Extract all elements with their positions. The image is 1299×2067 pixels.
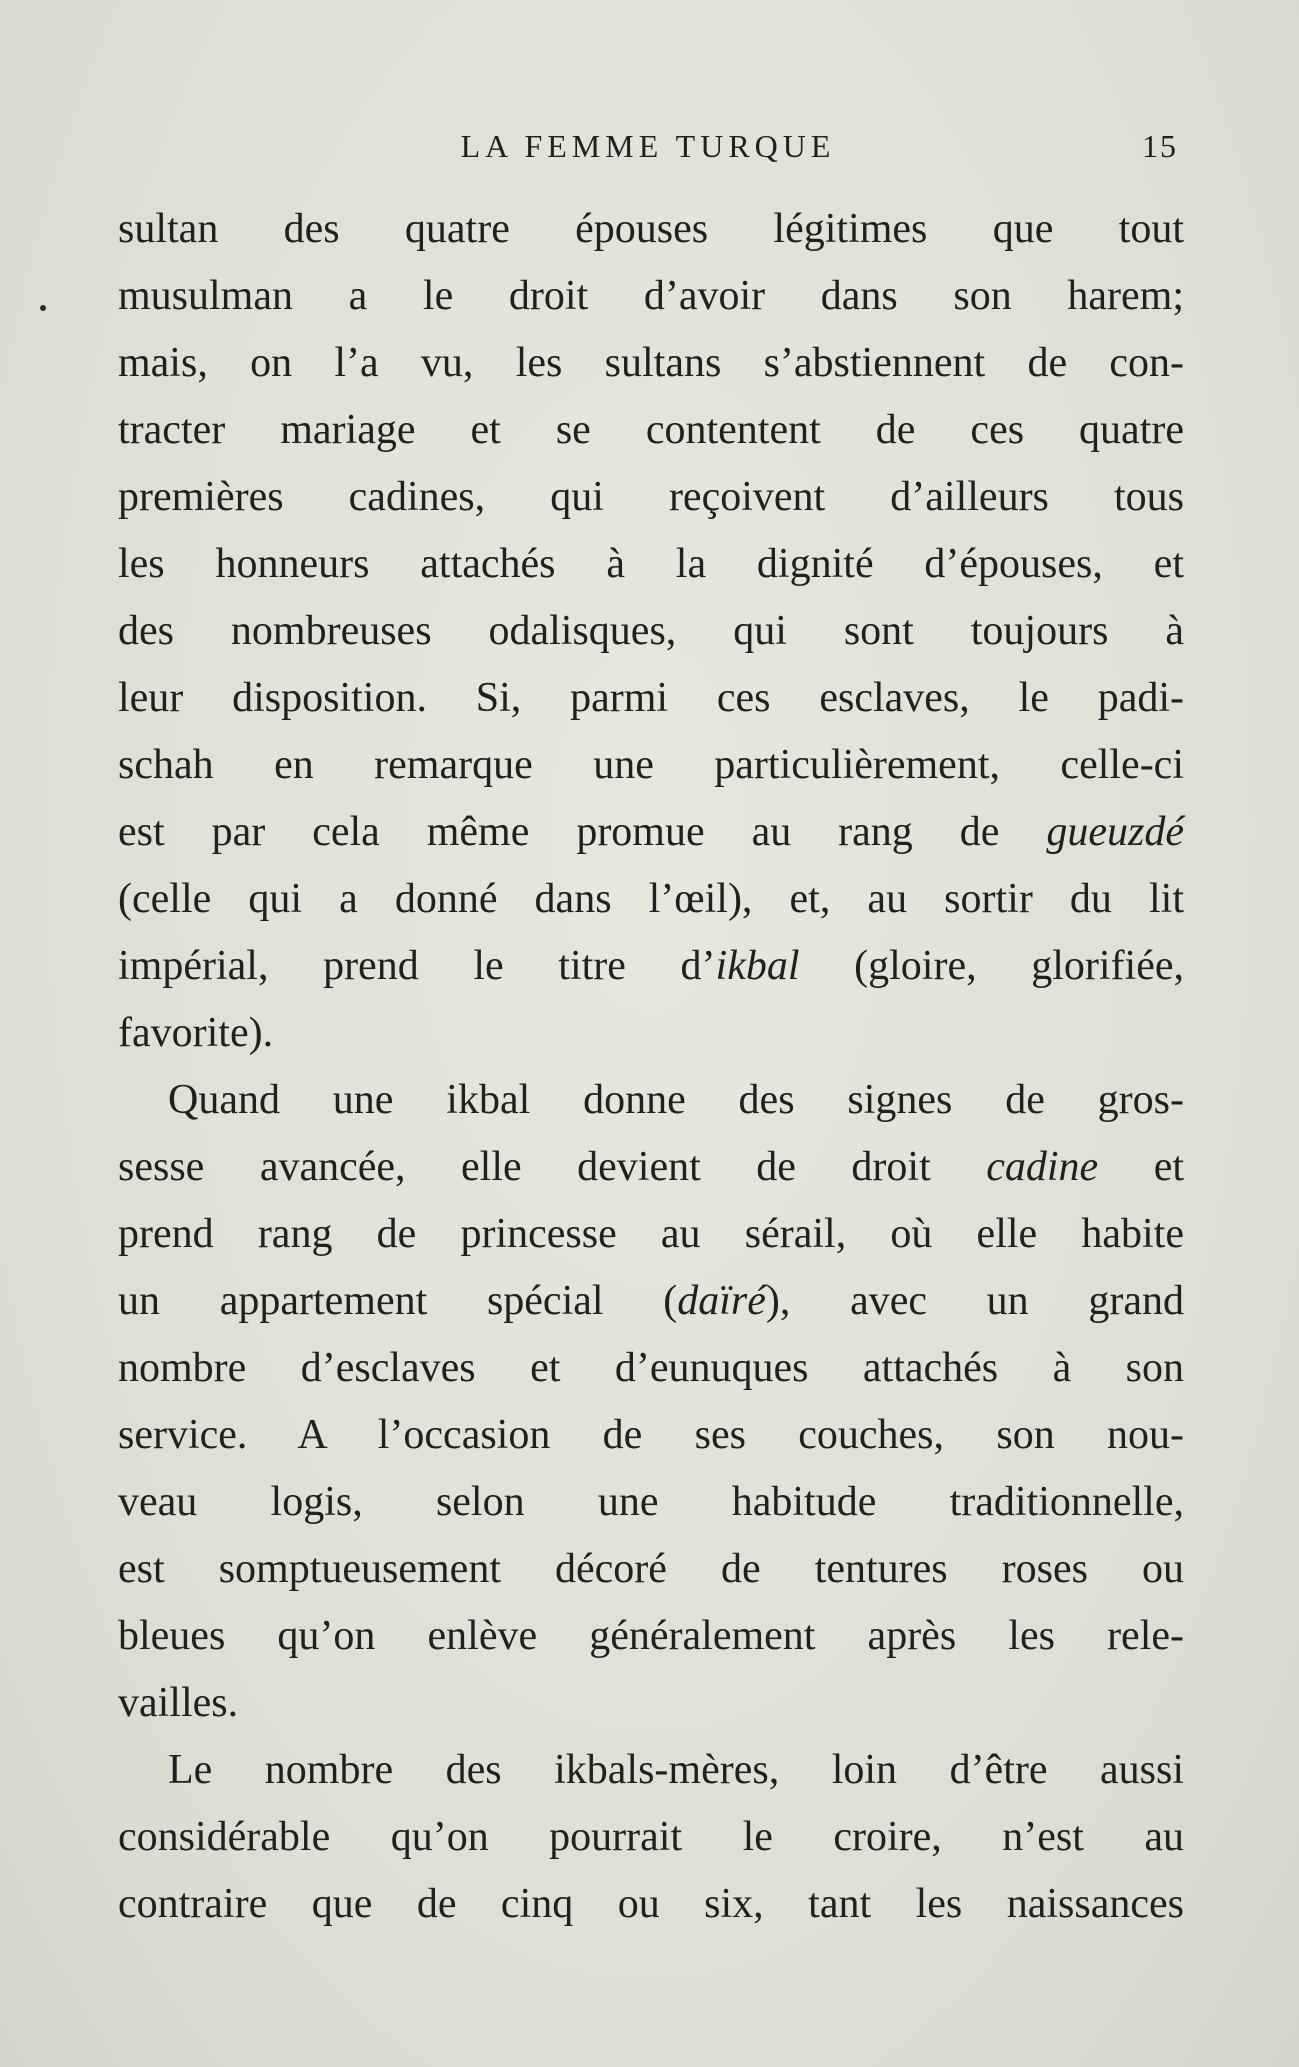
text-line: contraire que de cinq ou six, tant les naissances <box>118 1881 1184 1927</box>
text-line: bleues qu’on enlève généralement après les rele- <box>118 1613 1184 1659</box>
italic-term: ikbal <box>715 943 800 989</box>
running-head <box>118 124 1178 174</box>
text-line: favorite). <box>118 1010 274 1056</box>
text-line: nombre d’esclaves et d’eunuques attachés à son <box>118 1345 1184 1391</box>
page-number: 15 <box>1142 128 1178 164</box>
text-line: leur disposition. Si, parmi ces esclaves, le padi- <box>118 675 1184 721</box>
ink-speck <box>40 305 46 311</box>
italic-term: daïré <box>677 1278 766 1324</box>
text-line: service. A l’occasion de ses couches, son nou- <box>118 1412 1184 1458</box>
text-line: (celle qui a donné dans l’œil), et, au sortir du lit <box>118 876 1184 922</box>
text-line: impérial, prend le titre d’ikbal (gloire, glorifiée, <box>118 943 1184 989</box>
text-line: les honneurs attachés à la dignité d’épouses, et <box>118 541 1184 587</box>
text-line: veau logis, selon une habitude traditionnelle, <box>118 1479 1184 1525</box>
text-line: prend rang de princesse au sérail, où elle habite <box>118 1211 1184 1257</box>
running-title: LA FEMME TURQUE <box>460 128 836 164</box>
text-line: considérable qu’on pourrait le croire, n’est au <box>118 1814 1184 1860</box>
text-line: premières cadines, qui reçoivent d’ailleurs tous <box>118 474 1184 520</box>
text-line: un appartement spécial (daïré), avec un grand <box>118 1278 1185 1324</box>
body-text <box>118 196 1184 1938</box>
text-line: est somptueusement décoré de tentures roses ou <box>118 1546 1184 1592</box>
text-line: mais, on l’a vu, les sultans s’abstiennent de con- <box>118 340 1184 386</box>
text-line: est par cela même promue au rang de gueuzdé <box>118 809 1184 855</box>
text-line: vailles. <box>118 1680 239 1726</box>
text-line: musulman a le droit d’avoir dans son harem; <box>118 273 1184 319</box>
paragraph-start-line: Le nombre des ikbals-mères, loin d’être aussi <box>168 1747 1184 1793</box>
italic-term: gueuzdé <box>1046 809 1184 855</box>
italic-term: cadine <box>986 1144 1099 1190</box>
text-line: tracter mariage et se contentent de ces quatre <box>118 407 1184 453</box>
paragraph-start-line: Quand une ikbal donne des signes de gros- <box>168 1077 1184 1123</box>
text-line: sesse avancée, elle devient de droit cadine et <box>118 1144 1184 1190</box>
text-line: des nombreuses odalisques, qui sont toujours à <box>118 608 1184 654</box>
text-line: sultan des quatre épouses légitimes que tout <box>118 206 1184 252</box>
text-line: schah en remarque une particulièrement, celle-ci <box>118 742 1184 788</box>
